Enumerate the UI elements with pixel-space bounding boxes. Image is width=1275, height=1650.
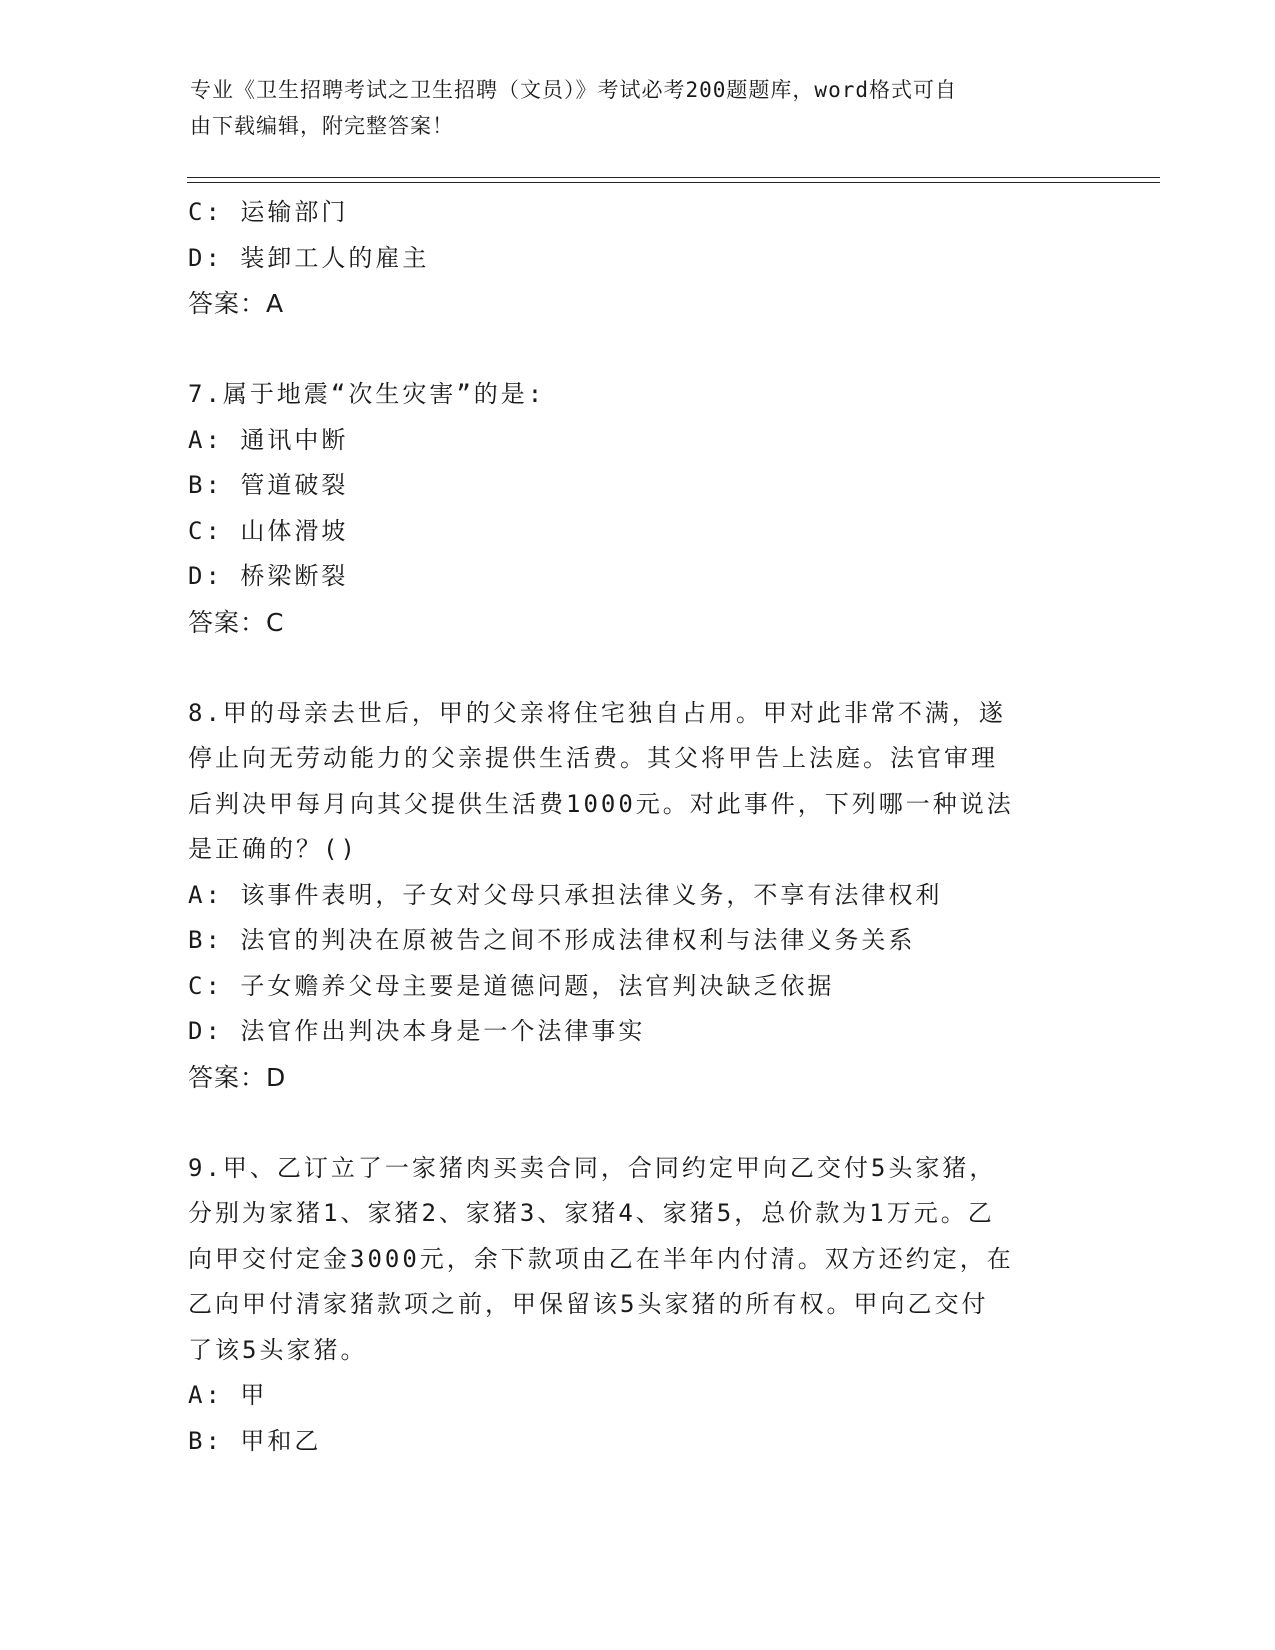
option-c: C: 子女赡养父母主要是道德问题，法官判决缺乏依据: [188, 971, 835, 1000]
question-8: [188, 691, 1088, 1101]
option-a: A: 该事件表明，子女对父母只承担法律义务，不享有法律权利: [188, 880, 943, 909]
option-c: C: 运输部门: [188, 198, 349, 226]
question-text-line: 了该5头家猪。: [188, 1335, 368, 1364]
spacer: [188, 645, 1088, 691]
option-d: D: 桥梁断裂: [188, 562, 349, 590]
spacer: [188, 1100, 1088, 1146]
answer: 答案：A: [188, 289, 285, 318]
question-6: [188, 190, 1088, 327]
header-divider-top: [187, 177, 1160, 178]
question-text-line: 向甲交付定金3000元，余下款项由乙在半年内付清。双方还约定，在: [188, 1244, 1014, 1273]
question-9: [188, 1146, 1088, 1465]
spacer: [188, 327, 1088, 373]
question-text: 7.属于地震“次生灾害”的是:: [188, 380, 546, 408]
header-line-1: 专业《卫生招聘考试之卫生招聘（文员）》考试必考200题题库，word格式可自: [190, 78, 957, 102]
header-divider-bottom: [187, 182, 1160, 183]
option-b: B: 法官的判决在原被告之间不形成法律权利与法律义务关系: [188, 926, 916, 954]
question-text-line: 分别为家猪1、家猪2、家猪3、家猪4、家猪5，总价款为1万元。乙: [188, 1199, 995, 1227]
question-text-line: 后判决甲每月向其父提供生活费1000元。对此事件，下列哪一种说法: [188, 789, 1014, 818]
option-d: D: 装卸工人的雇主: [188, 243, 430, 272]
option-c: C: 山体滑坡: [188, 516, 349, 545]
question-text-line: 停止向无劳动能力的父亲提供生活费。其父将甲告上法庭。法官审理: [188, 744, 998, 772]
question-7: [188, 372, 1088, 645]
option-a: A: 通讯中断: [188, 425, 349, 454]
question-list: [188, 190, 1088, 1464]
option-b: B: 甲和乙: [188, 1426, 322, 1455]
document-header: [190, 72, 1090, 144]
question-text-line: 是正确的？(): [188, 835, 358, 863]
option-d: D: 法官作出判决本身是一个法律事实: [188, 1017, 646, 1045]
option-a: A: 甲: [188, 1381, 268, 1409]
question-text-line: 8.甲的母亲去世后，甲的父亲将住宅独自占用。甲对此非常不满，遂: [188, 698, 1006, 727]
question-text-line: 乙向甲付清家猪款项之前，甲保留该5头家猪的所有权。甲向乙交付: [188, 1290, 989, 1318]
answer: 答案：D: [188, 1062, 287, 1092]
answer: 答案：C: [188, 607, 285, 637]
question-text-line: 9.甲、乙订立了一家猪肉买卖合同，合同约定甲向乙交付5头家猪，: [188, 1153, 997, 1182]
option-b: B: 管道破裂: [188, 471, 349, 499]
header-line-2: 由下载编辑，附完整答案！: [190, 114, 454, 138]
